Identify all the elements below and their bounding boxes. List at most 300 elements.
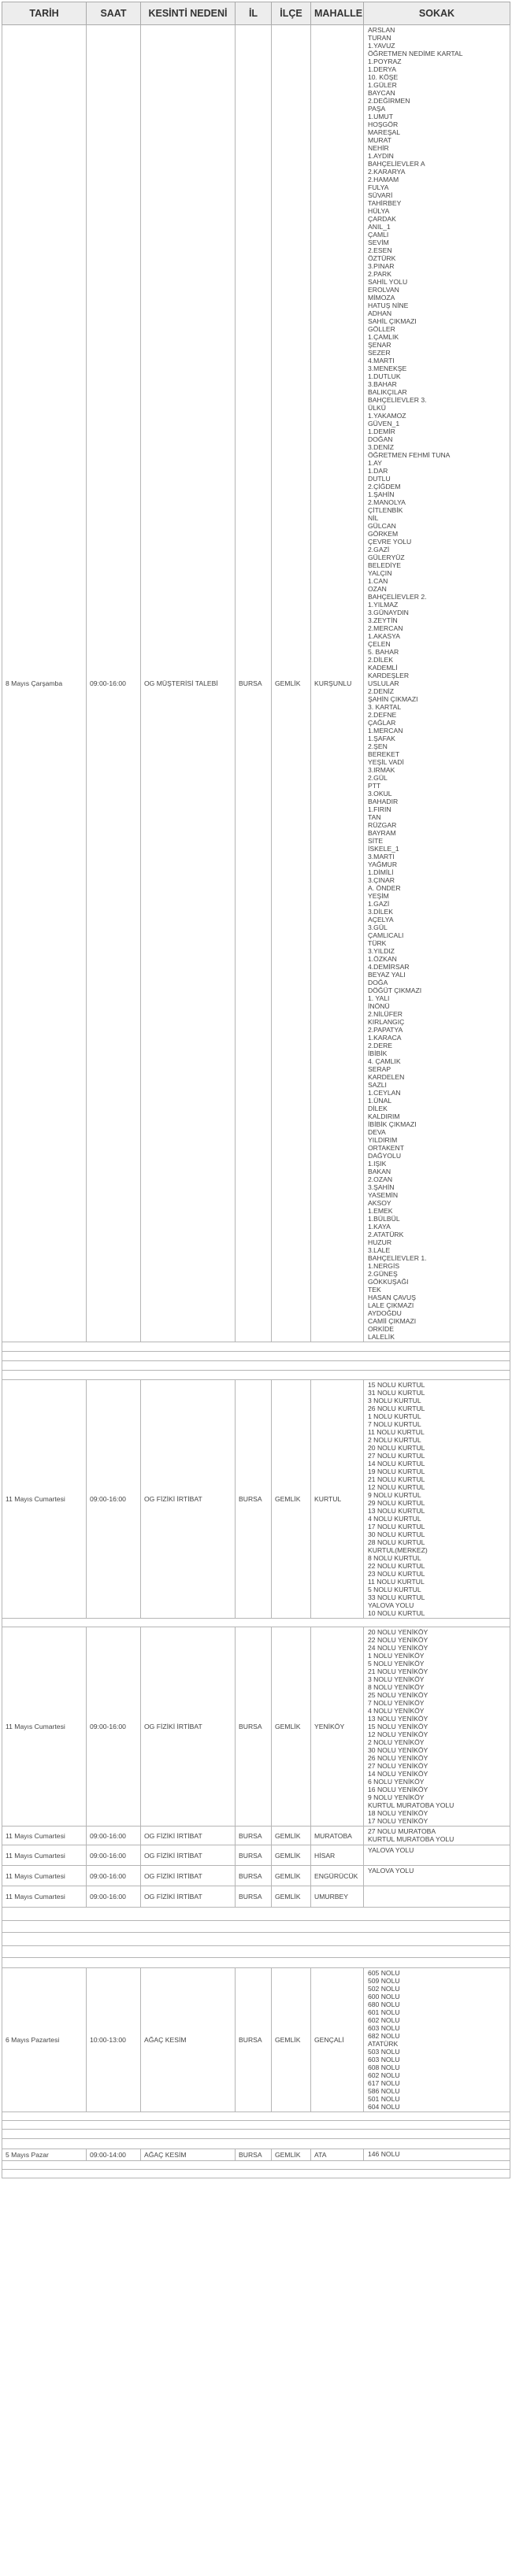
sokak-item: 2.ÇİĞDEM [368, 483, 401, 490]
sokak-item: MURAT [368, 136, 391, 144]
sokak-item: 3 NOLU YENİKÖY [368, 1675, 425, 1683]
sokak-item: 3.ÇINAR [368, 876, 395, 884]
spacer-cell [2, 2139, 510, 2149]
sokak-item: 502 NOLU [368, 1985, 400, 1993]
sokak-item: BELEDİYE [368, 561, 402, 569]
spacer-cell [2, 1361, 510, 1371]
sokak-item: 2.PAPATYA [368, 1026, 403, 1034]
sokak-item: 5 NOLU YENİKÖY [368, 1660, 425, 1667]
cell-tarih: 11 Mayıs Cumartesi [2, 1627, 87, 1827]
sokak-item: 28 NOLU KURTUL [368, 1538, 425, 1546]
sokak-item: 19 NOLU KURTUL [368, 1468, 425, 1475]
sokak-item: YEŞİL VADİ [368, 758, 404, 766]
sokak-item: YALOVA YOLU [368, 1846, 414, 1854]
sokak-item: 2.DEĞİRMEN [368, 97, 410, 105]
sokak-item: 1.GAZİ [368, 900, 390, 908]
sokak-item: 608 NOLU [368, 2063, 400, 2071]
sokak-item: 14 NOLU KURTUL [368, 1460, 425, 1468]
cell-tarih: 11 Mayıs Cumartesi [2, 1827, 87, 1845]
sokak-item: 3.DİLEK [368, 908, 394, 916]
sokak-item: GÜLCAN [368, 522, 396, 530]
sokak-item: 22 NOLU KURTUL [368, 1562, 425, 1570]
sokak-item: 15 NOLU KURTUL [368, 1381, 425, 1389]
sokak-item: DİLEK [368, 1105, 388, 1112]
sokak-item: 2.ŞEN [368, 742, 388, 750]
sokak-item: ÇAMLICALI [368, 931, 404, 939]
table-row [2, 1627, 510, 1827]
cell-sokak [364, 1380, 510, 1619]
sokak-item: 9 NOLU YENİKÖY [368, 1793, 425, 1801]
spacer-cell [2, 1946, 510, 1958]
spacer-cell [2, 1908, 510, 1921]
sokak-item: HASAN ÇAVUŞ [368, 1294, 416, 1301]
sokak-item: 11 NOLU KURTUL [368, 1578, 425, 1586]
sokak-item: SİTE [368, 837, 384, 845]
sokak-item: 1.ÖZKAN [368, 955, 397, 963]
cell-il: BURSA [236, 1845, 272, 1866]
cell-sokak [364, 1827, 510, 1845]
sokak-item: MAREŞAL [368, 128, 401, 136]
sokak-item: SEZER [368, 349, 391, 357]
sokak-item: SAHİL YOLU [368, 278, 408, 286]
cell-mahalle: YENİKÖY [311, 1627, 364, 1827]
sokak-item: 617 NOLU [368, 2079, 400, 2087]
sokak-item: 26 NOLU YENİKÖY [368, 1754, 429, 1762]
sokak-item: 8 NOLU YENİKÖY [368, 1683, 425, 1691]
cell-tarih: 11 Mayıs Cumartesi [2, 1380, 87, 1619]
spacer-cell [2, 1921, 510, 1933]
sokak-item: AYDOĞDU [368, 1309, 402, 1317]
sokak-item: BAHÇELİEVLER 1. [368, 1254, 427, 1262]
cell-ilce: GEMLİK [272, 2149, 311, 2161]
cell-tarih: 8 Mayıs Çarşamba [2, 25, 87, 1342]
sokak-item: NİL [368, 514, 379, 522]
cell-mahalle: ENGÜRÜCÜK [311, 1866, 364, 1886]
sokak-item: 1.AYDIN [368, 152, 394, 160]
sokak-item: HOŞGÖR [368, 120, 399, 128]
cell-mahalle: GENÇALİ [311, 1968, 364, 2112]
sokak-item: 2.MANOLYA [368, 498, 406, 506]
spacer-cell [2, 1933, 510, 1946]
sokak-item: 4 NOLU KURTUL [368, 1515, 421, 1523]
sokak-item: KARDEŞLER [368, 672, 410, 679]
sokak-item: TEK [368, 1286, 381, 1294]
table-row [2, 1845, 510, 1866]
sokak-item: 4 NOLU YENİKÖY [368, 1707, 425, 1715]
sokak-item: NEHİR [368, 144, 389, 152]
sokak-item: ÇARDAK [368, 215, 396, 223]
sokak-item: 1.YILMAZ [368, 601, 399, 609]
cell-saat: 09:00-16:00 [87, 1845, 141, 1866]
cell-il: BURSA [236, 1886, 272, 1908]
sokak-item: YASEMİN [368, 1191, 399, 1199]
cell-sokak [364, 1866, 510, 1886]
sokak-item: 27 NOLU MURATOBA [368, 1827, 436, 1835]
sokak-item: 1.AY [368, 459, 382, 467]
cell-saat: 09:00-16:00 [87, 25, 141, 1342]
sokak-item: ÇEVRE YOLU [368, 538, 412, 546]
cell-sokak [364, 1627, 510, 1827]
cell-kesinti-nedeni: OG FİZİKİ İRTİBAT [141, 1380, 236, 1619]
sokak-item: 1.NERGİS [368, 1262, 400, 1270]
cell-il: BURSA [236, 25, 272, 1342]
sokak-item: 5. BAHAR [368, 648, 399, 656]
sokak-item: 2.NİLÜFER [368, 1010, 403, 1018]
header-sokak: SOKAK [364, 2, 510, 25]
header-row [2, 2, 510, 25]
sokak-item: TAHİRBEY [368, 199, 402, 207]
sokak-item: 2.DERE [368, 1042, 393, 1049]
cell-ilce: GEMLİK [272, 1866, 311, 1886]
sokak-item: ARSLAN [368, 26, 395, 34]
sokak-item: EROLVAN [368, 286, 399, 294]
sokak-item: 3.IRMAK [368, 766, 395, 774]
sokak-item: CAMİİ ÇIKMAZI [368, 1317, 417, 1325]
header-ilce: İLÇE [272, 2, 311, 25]
sokak-item: 23 NOLU KURTUL [368, 1570, 425, 1578]
spacer-row [2, 1946, 510, 1958]
sokak-item: 4. ÇAMLIK [368, 1057, 401, 1065]
sokak-item: 17 NOLU KURTUL [368, 1523, 425, 1530]
sokak-item: ORKİDE [368, 1325, 394, 1333]
sokak-item: İBİBİK [368, 1049, 388, 1057]
sokak-item: 3.BAHAR [368, 380, 397, 388]
sokak-item: 13 NOLU YENİKÖY [368, 1715, 429, 1723]
spacer-cell [2, 2121, 510, 2130]
sokak-item: HUZUR [368, 1238, 392, 1246]
sokak-item: 1. YALI [368, 994, 390, 1002]
sokak-item: OZAN [368, 585, 387, 593]
sokak-item: 2.ATATÜRK [368, 1231, 404, 1238]
cell-sokak [364, 1845, 510, 1866]
sokak-item: BAYCAN [368, 89, 395, 97]
sokak-item: ÜLKÜ [368, 404, 386, 412]
cell-sokak [364, 1886, 510, 1908]
sokak-item: 603 NOLU [368, 2056, 400, 2063]
sokak-item: LALE ÇIKMAZI [368, 1301, 414, 1309]
sokak-item: 146 NOLU [368, 2150, 400, 2158]
cell-il: BURSA [236, 1827, 272, 1845]
cell-kesinti-nedeni: OG FİZİKİ İRTİBAT [141, 1827, 236, 1845]
sokak-item: ÇİTLENBİK [368, 506, 403, 514]
sokak-item: ORTAKENT [368, 1144, 404, 1152]
sokak-item: 1.EMEK [368, 1207, 393, 1215]
cell-kesinti-nedeni: OG FİZİKİ İRTİBAT [141, 1866, 236, 1886]
sokak-item: KADEMLİ [368, 664, 398, 672]
sokak-item: BAYRAM [368, 829, 396, 837]
sokak-item: GÜVEN_1 [368, 420, 400, 427]
sokak-item: DAĞYOLU [368, 1152, 402, 1160]
sokak-item: USLULAR [368, 679, 399, 687]
cell-saat: 09:00-16:00 [87, 1866, 141, 1886]
spacer-row [2, 1908, 510, 1921]
sokak-item: 11 NOLU KURTUL [368, 1428, 425, 1436]
cell-tarih: 11 Mayıs Cumartesi [2, 1886, 87, 1908]
sokak-item: 1.POYRAZ [368, 57, 402, 65]
sokak-item: DOĞAN [368, 435, 393, 443]
spacer-row [2, 2121, 510, 2130]
sokak-item: 30 NOLU KURTUL [368, 1530, 425, 1538]
sokak-item: 4.MARTI [368, 357, 395, 365]
sokak-item: 1.DİMİLİ [368, 868, 394, 876]
table-row [2, 1886, 510, 1908]
sokak-item: 604 NOLU [368, 2103, 400, 2111]
spacer-row [2, 1958, 510, 1968]
sokak-item: 2.MERCAN [368, 624, 403, 632]
sokak-item: BEREKET [368, 750, 400, 758]
sokak-item: YALÇIN [368, 569, 392, 577]
spacer-cell [2, 1371, 510, 1380]
sokak-item: 1.CEYLAN [368, 1089, 401, 1097]
sokak-item: 22 NOLU YENİKÖY [368, 1636, 429, 1644]
sokak-item: 3.YILDIZ [368, 947, 395, 955]
sokak-item: 10 NOLU KURTUL [368, 1609, 425, 1617]
sokak-item: FULYA [368, 183, 389, 191]
sokak-item: 17 NOLU YENİKÖY [368, 1817, 429, 1825]
cell-saat: 10:00-13:00 [87, 1968, 141, 2112]
spacer-row [2, 1921, 510, 1933]
sokak-item: 682 NOLU [368, 2032, 400, 2040]
sokak-item: 13 NOLU KURTUL [368, 1507, 425, 1515]
sokak-item: 3.DENİZ [368, 443, 394, 451]
sokak-item: 2.GAZİ [368, 546, 390, 553]
sokak-item: 3. KARTAL [368, 703, 402, 711]
sokak-item: İSKELE_1 [368, 845, 399, 853]
sokak-item: ANIL_1 [368, 223, 391, 231]
cell-il: BURSA [236, 1866, 272, 1886]
sokak-item: 1.DERYA [368, 65, 396, 73]
sokak-item: YEŞİM [368, 892, 389, 900]
sokak-item: BAHÇELİEVLER 2. [368, 593, 427, 601]
sokak-item: İNÖNÜ [368, 1002, 390, 1010]
cell-sokak [364, 25, 510, 1342]
cell-sokak [364, 1968, 510, 2112]
sokak-item: 1.ÜNAL [368, 1097, 392, 1105]
cell-ilce: GEMLİK [272, 1380, 311, 1619]
cell-ilce: GEMLİK [272, 1827, 311, 1845]
sokak-item: 9 NOLU KURTUL [368, 1491, 421, 1499]
sokak-item: 7 NOLU YENİKÖY [368, 1699, 425, 1707]
sokak-item: 1.DAR [368, 467, 388, 475]
sokak-item: YALOVA YOLU [368, 1867, 414, 1875]
cell-kesinti-nedeni: OG FİZİKİ İRTİBAT [141, 1886, 236, 1908]
sokak-item: PAŞA [368, 105, 386, 113]
spacer-cell [2, 2161, 510, 2170]
sokak-item: 1.DEMİR [368, 427, 395, 435]
sokak-item: 602 NOLU [368, 2016, 400, 2024]
sokak-item: KURTUL(MERKEZ) [368, 1546, 428, 1554]
sokak-item: 3.ZEYTİN [368, 616, 398, 624]
sokak-item: 1.UMUT [368, 113, 393, 120]
sokak-item: ÇAMLI [368, 231, 389, 239]
sokak-item: 680 NOLU [368, 2000, 400, 2008]
sokak-item: ŞENAR [368, 341, 391, 349]
sokak-item: TÜRK [368, 939, 387, 947]
sokak-item: 29 NOLU KURTUL [368, 1499, 425, 1507]
sokak-item: SERAP [368, 1065, 391, 1073]
sokak-item: TURAN [368, 34, 391, 42]
sokak-item: 12 NOLU YENİKÖY [368, 1730, 429, 1738]
sokak-item: DEVA [368, 1128, 386, 1136]
cell-kesinti-nedeni: OG MÜŞTERİSİ TALEBİ [141, 25, 236, 1342]
sokak-item: DOĞA [368, 979, 388, 986]
spacer-row [2, 2112, 510, 2121]
spacer-row [2, 1342, 510, 1352]
sokak-item: SEVİM [368, 239, 389, 246]
sokak-item: 605 NOLU [368, 1969, 400, 1977]
sokak-item: 3.PINAR [368, 262, 395, 270]
sokak-item: 2.PARK [368, 270, 391, 278]
sokak-item: 7 NOLU KURTUL [368, 1420, 421, 1428]
cell-mahalle: KURŞUNLU [311, 25, 364, 1342]
sokak-item: 21 NOLU YENİKÖY [368, 1667, 429, 1675]
sokak-item: 1.BÜLBÜL [368, 1215, 400, 1223]
outages-table [2, 2, 510, 2178]
sokak-item: 2 NOLU KURTUL [368, 1436, 421, 1444]
sokak-item: 3.LALE [368, 1246, 391, 1254]
cell-tarih: 11 Mayıs Cumartesi [2, 1845, 87, 1866]
cell-mahalle: HİSAR [311, 1845, 364, 1866]
sokak-item: ADHAN [368, 309, 392, 317]
sokak-item: 2.OZAN [368, 1175, 393, 1183]
sokak-item: BEYAZ YALI [368, 971, 406, 979]
sokak-item: 10. KÖŞE [368, 73, 399, 81]
sokak-item: 1.FIRIN [368, 805, 391, 813]
spacer-row [2, 2161, 510, 2170]
sokak-item: 3.MENEKŞE [368, 365, 407, 372]
sokak-item: 8 NOLU KURTUL [368, 1554, 421, 1562]
spacer-row [2, 1371, 510, 1380]
sokak-item: ÇAĞLAR [368, 719, 396, 727]
sokak-item: DÖĞÜT ÇIKMAZI [368, 986, 422, 994]
sokak-item: 25 NOLU YENİKÖY [368, 1691, 429, 1699]
spacer-row [2, 2170, 510, 2178]
sokak-item: 603 NOLU [368, 2024, 400, 2032]
sokak-item: 1.MERCAN [368, 727, 403, 735]
sokak-item: 3 NOLU KURTUL [368, 1397, 421, 1405]
cell-ilce: GEMLİK [272, 1886, 311, 1908]
sokak-item: 2.KARARYA [368, 168, 406, 176]
cell-ilce: GEMLİK [272, 1968, 311, 2112]
sokak-item: KIRLANGIÇ [368, 1018, 405, 1026]
sokak-item: 3.OKUL [368, 790, 392, 798]
sokak-item: 3.GÜNAYDIN [368, 609, 409, 616]
sokak-item: ÇELEN [368, 640, 391, 648]
spacer-row [2, 1361, 510, 1371]
cell-il: BURSA [236, 2149, 272, 2161]
sokak-item: 33 NOLU KURTUL [368, 1593, 425, 1601]
sokak-item: A. ÖNDER [368, 884, 401, 892]
sokak-item: SAHİL ÇIKMAZI [368, 317, 417, 325]
sokak-item: AKSOY [368, 1199, 391, 1207]
sokak-item: KALDIRIM [368, 1112, 400, 1120]
sokak-item: ATATÜRK [368, 2040, 399, 2048]
table-body [2, 25, 510, 2178]
header-il: İL [236, 2, 272, 25]
sokak-item: 2.DENİZ [368, 687, 394, 695]
sokak-item: 601 NOLU [368, 2008, 400, 2016]
spacer-row [2, 2139, 510, 2149]
sokak-item: 27 NOLU KURTUL [368, 1452, 425, 1460]
sokak-item: 1.KARACA [368, 1034, 402, 1042]
sokak-item: 1.YAKAMOZ [368, 412, 406, 420]
sokak-item: 26 NOLU KURTUL [368, 1405, 425, 1412]
spacer-cell [2, 1342, 510, 1352]
table-row [2, 1827, 510, 1845]
sokak-item: 2.DİLEK [368, 656, 394, 664]
sokak-item: YAĞMUR [368, 861, 398, 868]
cell-saat: 09:00-16:00 [87, 1380, 141, 1619]
cell-tarih: 6 Mayıs Pazartesi [2, 1968, 87, 2112]
cell-tarih: 11 Mayıs Cumartesi [2, 1866, 87, 1886]
cell-ilce: GEMLİK [272, 25, 311, 1342]
sokak-item: 12 NOLU KURTUL [368, 1483, 425, 1491]
cell-ilce: GEMLİK [272, 1845, 311, 1866]
sokak-item: BAHÇELİEVLER 3. [368, 396, 427, 404]
spacer-row [2, 2130, 510, 2139]
table-row [2, 25, 510, 1342]
sokak-item: 509 NOLU [368, 1977, 400, 1985]
header-kesinti-nedeni: KESİNTİ NEDENİ [141, 2, 236, 25]
sokak-item: 15 NOLU YENİKÖY [368, 1723, 429, 1730]
sokak-item: SAZLI [368, 1081, 387, 1089]
sokak-item: MİMOZA [368, 294, 395, 302]
cell-sokak [364, 2149, 510, 2161]
sokak-item: SÜVARİ [368, 191, 393, 199]
sokak-item: BAHÇELİEVLER A [368, 160, 425, 168]
sokak-item: 27 NOLU YENİKÖY [368, 1762, 429, 1770]
sokak-item: 30 NOLU YENİKÖY [368, 1746, 429, 1754]
sokak-item: GÖLLER [368, 325, 395, 333]
sokak-item: 1.CAN [368, 577, 388, 585]
sokak-item: 2.HAMAM [368, 176, 399, 183]
sokak-item: 1.AKASYA [368, 632, 400, 640]
sokak-item: 16 NOLU YENİKÖY [368, 1786, 429, 1793]
sokak-item: 1 NOLU KURTUL [368, 1412, 421, 1420]
sokak-item: HATUŞ NİNE [368, 302, 409, 309]
sokak-item: 1.ÇAMLIK [368, 333, 399, 341]
sokak-item: DUTLU [368, 475, 391, 483]
sokak-item: BALIKÇILAR [368, 388, 407, 396]
spacer-cell [2, 1958, 510, 1968]
sokak-item: 3.GÜL [368, 923, 388, 931]
table-row [2, 1380, 510, 1619]
sokak-item: HÜLYA [368, 207, 390, 215]
sokak-item: 2.ESEN [368, 246, 392, 254]
sokak-item: BAHADIR [368, 798, 399, 805]
sokak-item: 503 NOLU [368, 2048, 400, 2056]
sokak-item: AÇELYA [368, 916, 394, 923]
cell-saat: 09:00-16:00 [87, 1886, 141, 1908]
spacer-cell [2, 2112, 510, 2121]
cell-kesinti-nedeni: OG FİZİKİ İRTİBAT [141, 1845, 236, 1866]
sokak-item: BAKAN [368, 1168, 391, 1175]
sokak-item: 21 NOLU KURTUL [368, 1475, 425, 1483]
sokak-item: 2.GÜNEŞ [368, 1270, 398, 1278]
cell-kesinti-nedeni: AĞAÇ KESİM [141, 2149, 236, 2161]
cell-kesinti-nedeni: OG FİZİKİ İRTİBAT [141, 1627, 236, 1827]
cell-kesinti-nedeni: AĞAÇ KESİM [141, 1968, 236, 2112]
sokak-item: 1.DUTLUK [368, 372, 401, 380]
sokak-item: 3.MARTI [368, 853, 395, 861]
table-row [2, 1866, 510, 1886]
sokak-item: 5 NOLU KURTUL [368, 1586, 421, 1593]
header-saat: SAAT [87, 2, 141, 25]
sokak-item: 1.ŞAFAK [368, 735, 395, 742]
sokak-item: 6 NOLU YENİKÖY [368, 1778, 425, 1786]
sokak-item: KURTUL MURATOBA YOLU [368, 1835, 454, 1843]
sokak-item: TAN [368, 813, 381, 821]
